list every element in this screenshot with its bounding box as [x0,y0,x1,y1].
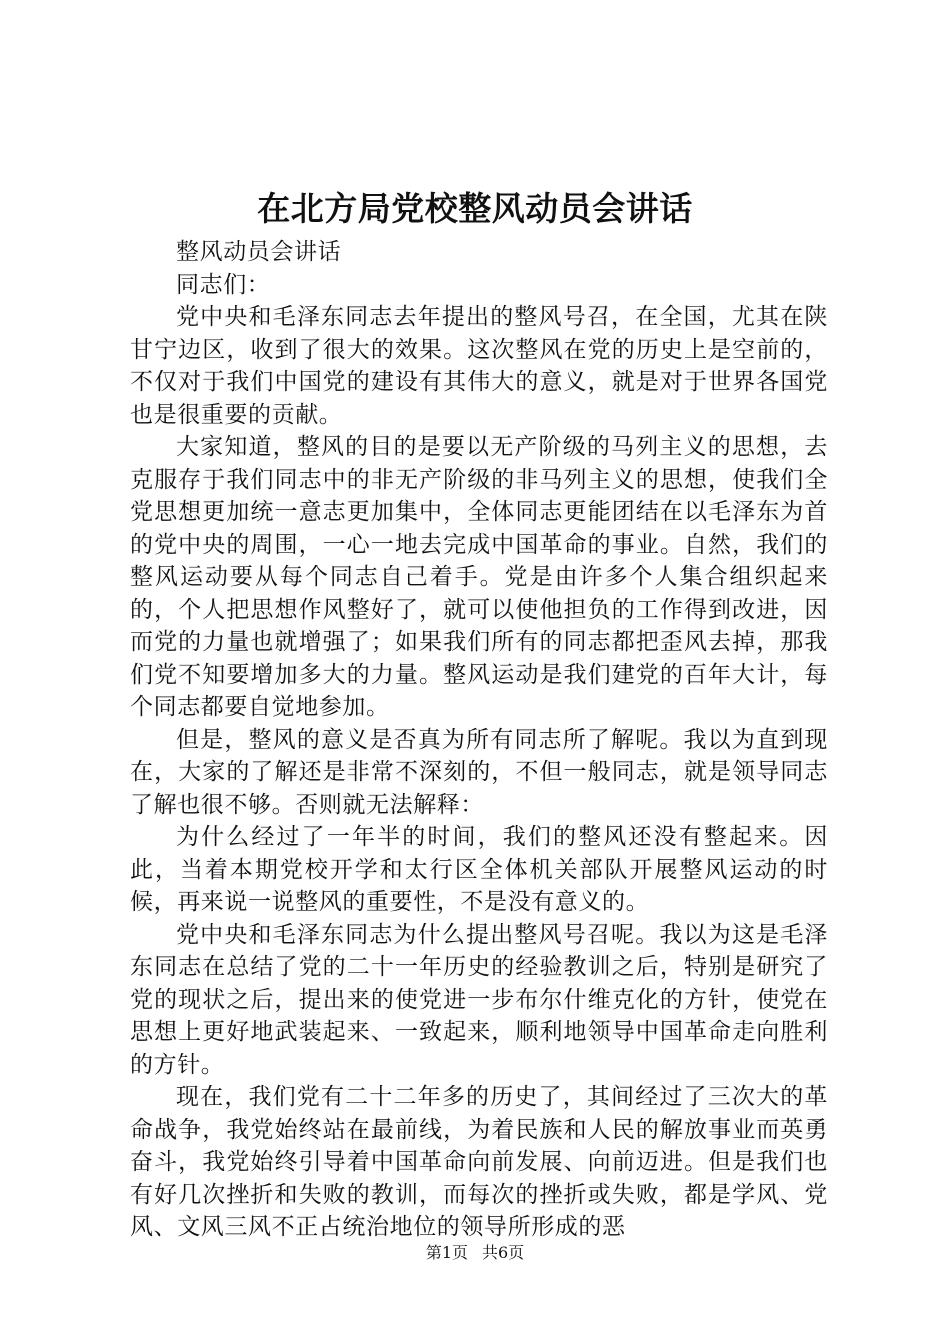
body-paragraph: 现在，我们党有二十二年多的历史了，其间经过了三次大的革命战争，我党始终站在最前线，为着民族和人民的解放事业而英勇奋斗，我党始终引导着中国革命向前发展、向前迈进。但是我们也有好几次挫折和失败的教训，而每次的挫折或失败，都是学风、党风、文风三风不正占统治地位的领导所形成的恶 [130,1084,828,1240]
page-footer [0,1242,950,1264]
body-paragraph: 党中央和毛泽东同志为什么提出整风号召呢。我以为这是毛泽东同志在总结了党的二十一年历史的经验教训之后，特别是研究了党的现状之后，提出来的使党进一步布尔什维克化的方针，使党在思想上更好地武装起来、一致起来，顺利地领导中国革命走向胜利的方针。 [130,921,828,1078]
subtitle-paragraph: 整风动员会讲话 [176,239,342,265]
page-number: 第1页 [425,1243,468,1262]
salutation-paragraph: 同志们： [176,271,271,298]
page-total: 共6页 [482,1243,525,1262]
body-paragraph: 党中央和毛泽东同志去年提出的整风号召，在全国，尤其在陕甘宁边区，收到了很大的效果。这次整风在党的历史上是空前的，不仅对于我们中国党的建设有其伟大的意义，就是对于世界各国党也是很重要的贡献。 [130,304,828,428]
document-body [130,236,828,1244]
document-title: 在北方局党校整风动员会讲话 [257,189,693,228]
body-paragraph: 为什么经过了一年半的时间，我们的整风还没有整起来。因此，当着本期党校开学和太行区全体机关部队开展整风运动的时候，再来说一说整风的重要性，不是没有意义的。 [130,824,828,915]
body-paragraph: 但是，整风的意义是否真为所有同志所了解呢。我以为直到现在，大家的了解还是非常不深刻的，不但一般同志，就是领导同志了解也很不够。否则就无法解释： [130,726,828,818]
body-paragraph: 大家知道，整风的目的是要以无产阶级的马列主义的思想，去克服存于我们同志中的非无产阶级的非马列主义的思想，使我们全党思想更加统一意志更加集中，全体同志更能团结在以毛泽东为首的党中央的周围，一心一地去完成中国革命的事业。自然，我们的整风运动要从每个同志自己着手。党是由许多个人集合组织起来的，个人把思想作风整好了，就可以使他担负的工作得到改进，因而党的力量也就增强了；如果我们所有的同志都把歪风去掉，那我们党不知要增加多大的力量。整风运动是我们建党的百年大计，每个同志都要自觉地参加。 [130,434,828,720]
